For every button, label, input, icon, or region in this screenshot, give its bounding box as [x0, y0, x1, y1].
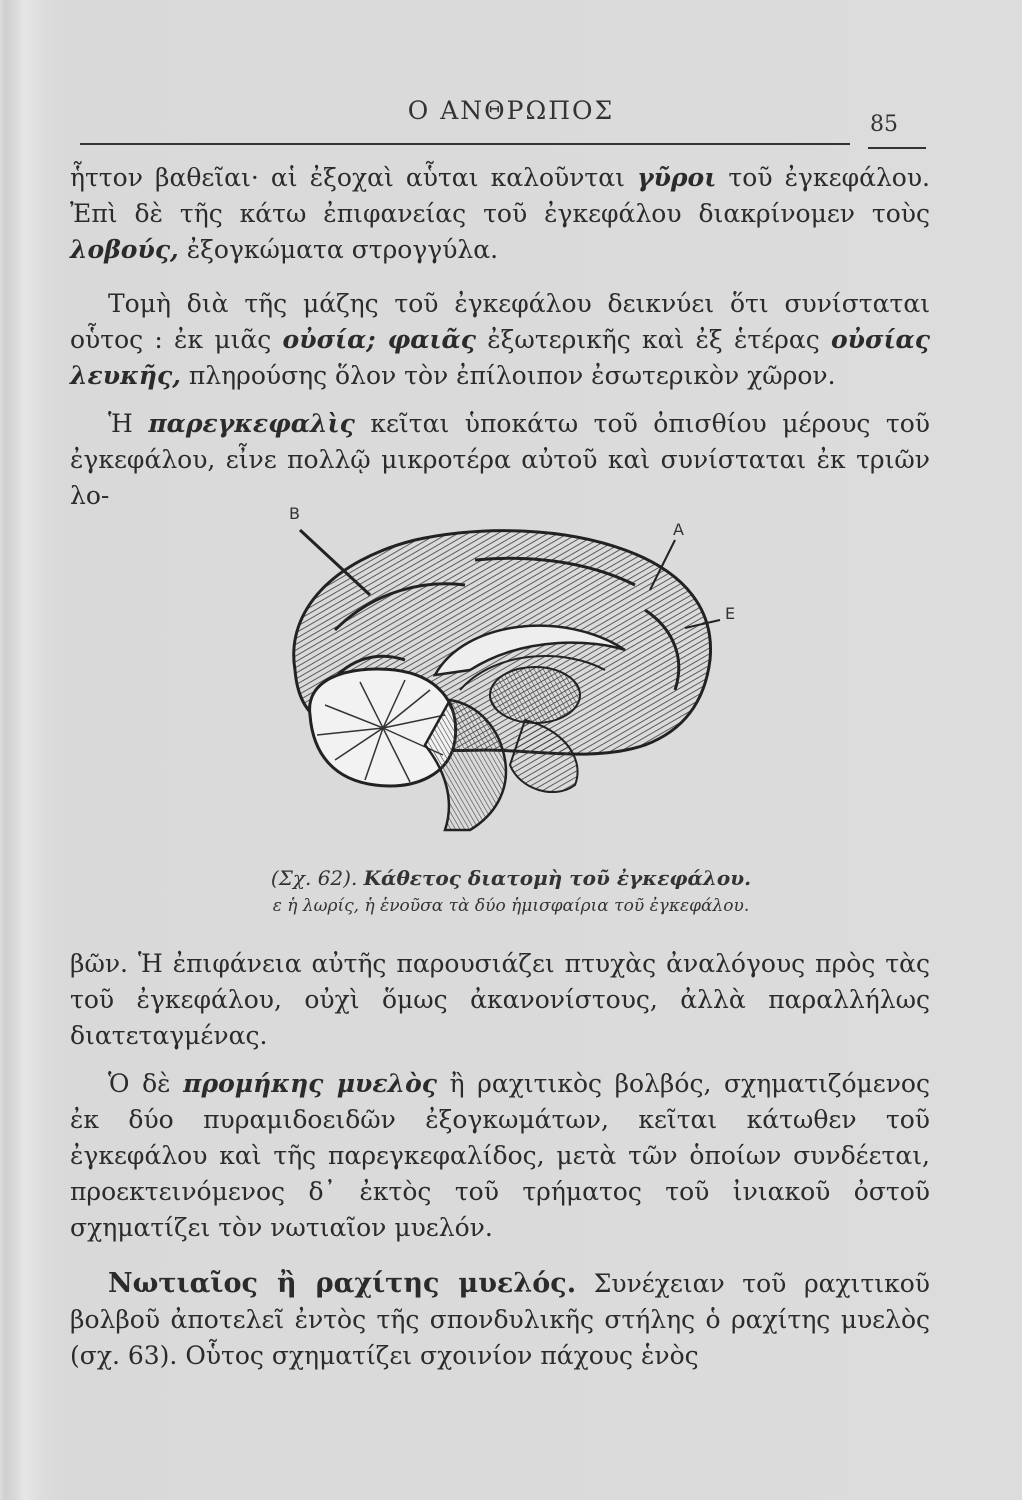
figure-label-b: B — [289, 504, 300, 523]
text-run: ἧττον βαθεῖαι· αἱ ἐξοχαὶ αὗται καλοῦνται — [70, 163, 638, 192]
paragraph-spinal-cord — [70, 1266, 930, 1374]
text-run: πληρούσης ὅλον τὸν ἐπίλοιπον ἐσωτερικὸν χῶρον. — [180, 361, 836, 390]
term-gyri: γῦροι — [637, 163, 717, 192]
text-run: βῶν. Ἡ ἐπιφάνεια αὐτῆς παρουσιάζει πτυχὰς ἀναλόγους πρὸς τὰς τοῦ ἐγκεφάλου, οὐχὶ ὅμως ἀκανονίστους, ἀλλὰ παραλλήλως διατεταγμένας. — [70, 949, 930, 1050]
header-rule — [80, 143, 850, 145]
running-header-title: Ο ΑΝΘΡΩΠΟΣ — [407, 96, 615, 125]
term-grey-matter: οὐσία; φαιᾶς — [282, 325, 476, 354]
page-number-rule — [868, 147, 926, 149]
paragraph-cerebellum — [70, 406, 930, 514]
text-run: Ἡ — [108, 409, 149, 438]
text-run: ἐξωτερικῆς καὶ ἐξ ἑτέρας — [476, 325, 831, 354]
term-cerebellum: παρεγκεφαλὶς — [148, 409, 355, 438]
figure-label-e: E — [725, 604, 736, 623]
term-medulla: προμήκης μυελὸς — [183, 1069, 437, 1098]
figure-caption — [0, 866, 1022, 890]
paragraph-cerebellum-surface — [70, 946, 930, 1054]
text-run: ἢ ραχιτικὸς βολβός, σχηματιζόμενος ἐκ δύο πυραμιδοειδῶν ἐξογκωμάτων, κεῖται κάτωθεν τοῦ ἐγκεφάλου καὶ τῆς παρεγκεφαλίδος, μετὰ τῶν ὁποίων συνδέεται, προεκτεινόμενος δ᾽ ἐκτὸς τοῦ τρήματος τοῦ ἰνιακοῦ ὀστοῦ σχηματίζει τὸν νωτιαῖον μυελόν. — [70, 1069, 930, 1242]
text-run: Συνέχειαν τοῦ ραχιτικοῦ βολβοῦ ἀποτελεῖ ἐντὸς τῆς σπονδυλικῆς στήλης ὁ ραχίτης μυελὸς (σχ. 63). Οὗτος σχηματίζει σχοινίον πάχους ἑνὸς — [70, 1269, 930, 1370]
paragraph-matter — [70, 286, 930, 394]
paragraph-gyri — [70, 160, 930, 268]
text-run: τοῦ ἐγκεφάλου. Ἐπὶ δὲ τῆς κάτω ἐπιφανείας τοῦ ἐγκεφάλου διακρίνομεν τοὺς — [70, 163, 930, 228]
term-lobes: λοβούς, — [70, 235, 179, 264]
figure-label-a: A — [673, 520, 684, 539]
paragraph-medulla — [70, 1066, 930, 1246]
term-white-matter: οὐσίας λευκῆς, — [70, 325, 931, 390]
figure-title: Κάθετος διατομὴ τοῦ ἐγκεφάλου. — [363, 866, 752, 890]
figure-subcaption: ε ἡ λωρίς, ἡ ἑνοῦσα τὰ δύο ἡμισφαίρια τοῦ ἐγκεφάλου. — [272, 896, 750, 916]
section-heading-spinal-cord: Νωτιαῖος ἢ ραχίτης μυελός. — [108, 1268, 577, 1299]
brain-section-figure — [265, 500, 745, 850]
text-run: ἐξογκώματα στρογγύλα. — [178, 235, 499, 264]
text-run: κεῖται ὑποκάτω τοῦ ὀπισθίου μέρους τοῦ ἐγκεφάλου, εἶνε πολλῷ μικροτέρα αὐτοῦ καὶ συνίσταται ἐκ τριῶν λο- — [70, 409, 930, 510]
page-number: 85 — [870, 112, 898, 137]
text-run: Τομὴ διὰ τῆς μάζης τοῦ ἐγκεφάλου δεικνύει ὅτι συνίσταται οὗτος : ἐκ μιᾶς — [70, 289, 930, 354]
text-run: Ὁ δὲ — [108, 1069, 184, 1098]
brain-illustration — [265, 500, 745, 850]
figure-number: (Σχ. 62). — [270, 866, 358, 890]
